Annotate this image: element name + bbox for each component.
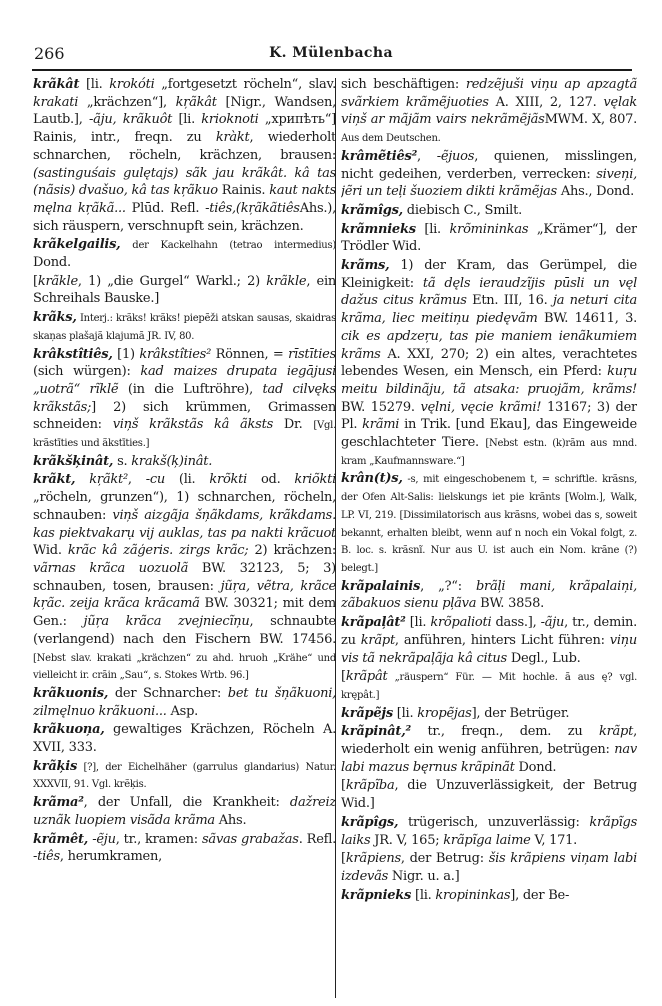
entry-text: cik es apdzeŗu, tas pie maniem ienãkumiem krãms bbox=[341, 328, 637, 362]
entry-headword: krãkelgailis, bbox=[33, 237, 121, 253]
entry-text: Asp. bbox=[166, 703, 199, 719]
entry-text: krãkle bbox=[37, 273, 78, 289]
entry-text: krãpiens bbox=[345, 851, 401, 867]
entry-headword: krâkstîtiês, bbox=[33, 346, 113, 362]
entry-text: -ẽju bbox=[92, 831, 116, 847]
entry-text: krãpt bbox=[360, 632, 395, 648]
dictionary-entry bbox=[33, 236, 336, 271]
entry-text: siveņi, jẽri un teļi šuoziem dikti krãmẽjas bbox=[341, 166, 637, 200]
dictionary-entry bbox=[33, 471, 336, 683]
entry-headword: krãkuoņa, bbox=[33, 722, 105, 738]
entry-text: Wid. bbox=[33, 543, 68, 559]
entry-text: krõpalioti bbox=[430, 615, 492, 631]
entry-text: Interj.: krãks! krãks! piepẽži atskan sausas, skaidras skaņas plašajã klajumã JR. IV, 80. bbox=[33, 313, 336, 342]
entry-text: sich beschäftigen: bbox=[341, 77, 466, 92]
dictionary-entry bbox=[341, 705, 637, 723]
entry-text: , die Unzuverlässigkeit, der Betrug Wid.] bbox=[341, 778, 637, 812]
page-number: 266 bbox=[34, 44, 65, 63]
entry-text: tã dęls ieraudzĩjis pūsli un vęl dažus citus krãmus bbox=[341, 275, 637, 309]
entry-text: „хрипѣть“] Rainis, intr., freqn. zu bbox=[33, 112, 336, 146]
entry-text: Etn. III, 16. bbox=[466, 293, 553, 309]
entry-text: , tr., demin. zu bbox=[341, 615, 637, 648]
entry-text: dass.], bbox=[491, 615, 541, 631]
entry-text: -ẽjuos bbox=[436, 148, 475, 164]
entry-text: brãļi mani, krãpalaiņi, zãbakuos sienu pļãva bbox=[341, 578, 637, 612]
entry-text: kaut nakts męlna kŗãkã... bbox=[33, 183, 336, 216]
entry-text: [?], der Eichelhäher (garrulus glandarius) Natur. XXXVII, 91. Vgl. krẽķis. bbox=[33, 761, 336, 791]
header-rule bbox=[32, 69, 632, 71]
dictionary-entry bbox=[33, 76, 336, 235]
dictionary-entry bbox=[33, 453, 336, 471]
dictionary-entry bbox=[33, 309, 336, 344]
entry-text: viņš krãkstãs kâ ãksts bbox=[112, 417, 273, 433]
entry-text: , der Unfall, die Krankheit: bbox=[83, 795, 290, 811]
entry-headword: krãpaļât² bbox=[341, 615, 406, 631]
entry-text: „fortgesetzt röcheln“, slav. bbox=[154, 77, 336, 92]
right-column bbox=[341, 76, 637, 996]
entry-text: rīstīties bbox=[288, 346, 336, 362]
entry-text: Ahs. bbox=[214, 812, 247, 828]
entry-text: krãkle bbox=[266, 273, 307, 289]
dictionary-entry bbox=[341, 221, 637, 256]
entry-text: Nigr. u. a.] bbox=[388, 868, 460, 884]
entry-text: , tr., kramen: bbox=[115, 831, 203, 847]
entry-text: BW. 3858. bbox=[476, 596, 545, 612]
entry-text: sãvas grabažas bbox=[202, 831, 299, 847]
entry-text: Degl., Lub. bbox=[506, 650, 581, 666]
entry-text: [li. bbox=[405, 615, 431, 631]
entry-text: Plūd. Refl. bbox=[125, 200, 206, 216]
entry-text: od. bbox=[247, 472, 295, 488]
entry-text: vęlni, vęcie krãmi! bbox=[420, 399, 542, 415]
entry-text: ], der Be- bbox=[510, 887, 570, 903]
dictionary-entry bbox=[33, 794, 336, 829]
entry-text: jũŗa, vẽtra, krãce kŗãc. zeija krãca krãcamã bbox=[33, 578, 336, 612]
entry-text: tr., freqn., dem. zu bbox=[410, 724, 599, 740]
entry-text: kad maizes drupata iegājusi „uotrã“ rĩklẽ bbox=[33, 364, 336, 397]
entry-text: vãrnas krãca uozuolã bbox=[33, 560, 189, 576]
dictionary-entry bbox=[341, 202, 637, 220]
entry-text: redzẽjuši viņu ap apzagtã svãrkiem krãmẽjuoties bbox=[341, 77, 637, 110]
entry-text: tad cilvęks krãkstãs; bbox=[33, 381, 336, 415]
dictionary-entry bbox=[33, 831, 336, 866]
entry-text: Ahs., Dond. bbox=[556, 184, 634, 200]
dictionary-entry bbox=[341, 814, 637, 849]
dictionary-entry bbox=[341, 614, 637, 667]
entry-headword: krãms, bbox=[341, 258, 390, 274]
entry-text: gewaltiges Krächzen, Röcheln A. XVII, 333. bbox=[33, 722, 336, 756]
entry-text: krâkstîties² bbox=[139, 346, 212, 362]
entry-text: 1) der Kram, das Gerümpel, die Kleinigkeit: bbox=[341, 258, 637, 291]
entry-text: , 1) „die Gurgel“ Warkl.; 2) bbox=[77, 273, 267, 289]
entry-headword: krãks, bbox=[33, 310, 77, 326]
entry-headword: krãma² bbox=[33, 795, 84, 811]
entry-text: kriõkti bbox=[294, 472, 336, 488]
entry-text: [ bbox=[341, 778, 346, 794]
entry-text: s. bbox=[113, 453, 132, 469]
entry-text: kŗãkât bbox=[175, 94, 217, 110]
entry-text: -tiês bbox=[33, 849, 60, 865]
entry-text: diebisch C., Smilt. bbox=[402, 202, 522, 218]
dictionary-entry bbox=[341, 257, 637, 469]
entry-text: [li. bbox=[79, 77, 110, 92]
entry-headword: krãpîgs, bbox=[341, 814, 399, 830]
entry-text: krãpĩgs laiks bbox=[341, 814, 637, 848]
dictionary-entry bbox=[341, 777, 637, 812]
entry-headword: krãpẽjs bbox=[341, 705, 393, 721]
entry-text: A. XXI, 270; 2) ein altes, verachtetes lebendes Wesen, ein Mensch, ein Pferd: bbox=[341, 346, 637, 380]
entry-text: -ãju bbox=[540, 615, 565, 631]
entry-headword: krãmîgs, bbox=[341, 202, 403, 218]
entry-text: BW. 32123, 5; 3) schnauben, tosen, brausen: bbox=[33, 560, 336, 594]
dictionary-entry bbox=[341, 887, 637, 905]
dictionary-entry bbox=[341, 668, 637, 703]
entry-text: , bbox=[127, 472, 146, 488]
entry-text: , schnaubte (verlangend) nach den Fischern BW. 17456. bbox=[33, 614, 336, 647]
entry-text: [Nebst slav. krakati „krächzen“ zu ahd. hruoh „Krähe“ und vielleicht ir. crãin „Sau“, s. Stokes Wrtb. 96.] bbox=[33, 652, 336, 682]
entry-text: [ bbox=[341, 669, 346, 685]
entry-text: [li. bbox=[172, 112, 202, 128]
entry-text: krakati bbox=[33, 94, 79, 110]
entry-text: -tiês,(kŗãkãtiês bbox=[205, 200, 300, 216]
dictionary-entry bbox=[341, 578, 637, 613]
running-head: K. Mülenbacha bbox=[269, 45, 393, 61]
entry-text: ] 2) sich krümmen, Grimassen schneiden: bbox=[33, 399, 336, 433]
entry-text: krãc kâ zãģeris. zirgs krãc; bbox=[67, 543, 249, 559]
entry-text: trügerisch, unzuverlässig: bbox=[398, 814, 590, 830]
entry-text: [1) bbox=[112, 346, 140, 362]
entry-text: (sich würgen): bbox=[33, 364, 141, 380]
entry-text: -s, mit eingeschobenem t, = schriftle. krãsns, der Ofen Alt-Salis: lielskungs iet pie krãnts [Wolm.], Walk, LP. VI, 219. [Dissimilatorisch aus krãsns, wobei das s, soweit bekannt, erhalten bleibt, wenn auf n noch ein Vokal folgt, z. B. loc. s. krãsnĩ. Nur aus U. ist auch ein Nom. krãne (?) belegt.] bbox=[341, 474, 637, 574]
entry-text: Rönnen, = bbox=[211, 346, 289, 362]
dictionary-entry bbox=[33, 273, 336, 308]
entry-headword: krân(t)s, bbox=[341, 471, 403, 487]
entry-headword: krãkšķinât, bbox=[33, 453, 114, 469]
entry-text: krõkti bbox=[209, 472, 248, 488]
entry-text: [Vgl. krãstīties und ãkstīties.] bbox=[33, 420, 336, 450]
entry-text: [Nigr., Wandsen, Lautb.], bbox=[33, 94, 336, 128]
entry-text: krakš(ķ)inât. bbox=[131, 453, 213, 469]
entry-headword: krãpinât,² bbox=[341, 724, 411, 740]
entry-text: . Refl. bbox=[298, 831, 336, 847]
dictionary-entry bbox=[33, 758, 336, 793]
entry-text: krokóti bbox=[109, 77, 155, 92]
dictionary-entry bbox=[341, 148, 637, 201]
entry-headword: krãmnieks bbox=[341, 221, 416, 237]
entry-text: „räuspern“ Für. — Mit hochle. ã aus ę? vgl. krępât.] bbox=[341, 672, 637, 701]
entry-text: [ bbox=[33, 273, 38, 289]
entry-text: krãpt bbox=[598, 724, 634, 740]
dictionary-entry bbox=[341, 723, 637, 776]
entry-text: -cu bbox=[145, 472, 165, 488]
entry-text: BW. 30321; mit dem Gen.: bbox=[33, 596, 336, 630]
entry-text: „Krämer“], der Trödler Wid. bbox=[341, 221, 637, 255]
entry-text: [Nebst estn. (k)rãm aus mnd. kram „Kaufmannsware.“] bbox=[341, 438, 637, 467]
entry-text: krãpât bbox=[345, 669, 388, 685]
entry-text: ], der Betrüger. bbox=[471, 705, 570, 721]
entry-text: Ahs.), sich räuspern, verschnupft sein, krächzen. bbox=[33, 200, 336, 234]
entry-text: , „?“: bbox=[420, 578, 476, 594]
entry-text: krioknoti bbox=[201, 112, 259, 128]
entry-text: Rainis. bbox=[217, 183, 270, 199]
entry-text: „röcheln, grunzen“), 1) schnarchen, röcheln, schnauben: bbox=[33, 490, 336, 523]
left-column bbox=[33, 76, 336, 996]
entry-text: [li. bbox=[415, 221, 450, 237]
entry-text: šis krãpiens viņam labi izdevãs bbox=[341, 851, 637, 884]
entry-text: (li. bbox=[165, 472, 210, 488]
dictionary-entry bbox=[33, 346, 336, 452]
entry-headword: krãkuonis, bbox=[33, 685, 109, 701]
entry-headword: krãkt, bbox=[33, 472, 76, 488]
entry-headword: krãpalainis bbox=[341, 578, 421, 594]
entry-text: BW. 14611, 3. bbox=[537, 311, 637, 327]
entry-text: -ãju, krãkuôt bbox=[88, 112, 173, 128]
entry-text: nav labi mazus bęrnus krãpinãt bbox=[341, 742, 637, 775]
entry-text: vęlak viņš ar mãjãm vairs nekrãmẽjãs bbox=[341, 94, 637, 128]
entry-text: MWM. X, 807. bbox=[544, 112, 637, 128]
dictionary-entry bbox=[33, 685, 336, 720]
dictionary-entry bbox=[33, 721, 336, 756]
entry-text: Dr. bbox=[273, 417, 314, 433]
entry-text: der Schnarcher: bbox=[108, 685, 228, 701]
entry-text: „krächzen“], bbox=[78, 94, 176, 110]
entry-text: der Kackelhahn (tetrao intermedius) bbox=[120, 240, 336, 252]
entry-text: krãpĩba bbox=[345, 778, 395, 794]
entry-headword: krãpnieks bbox=[341, 887, 412, 903]
entry-text: , ein Schreihals Bauske.] bbox=[33, 273, 336, 307]
dictionary-entry bbox=[341, 850, 637, 885]
entry-headword: krãķis bbox=[33, 758, 78, 774]
entry-text: , wiederholt schnarchen, röcheln, krächzen, brausen: bbox=[33, 130, 336, 163]
entry-text: kŗãkt² bbox=[89, 472, 128, 488]
entry-text: krãmi bbox=[362, 417, 400, 433]
entry-headword: krãkât bbox=[33, 77, 80, 92]
entry-text: , herumkramen, bbox=[59, 849, 163, 865]
entry-text bbox=[75, 472, 89, 487]
dictionary-entry bbox=[341, 76, 637, 147]
entry-text: Dond. bbox=[514, 759, 557, 775]
dictionary-entry bbox=[341, 470, 637, 576]
entry-text: A. XIII, 2, 127. bbox=[488, 94, 604, 110]
entry-text: , bbox=[417, 148, 437, 164]
entry-text: [li. bbox=[411, 887, 436, 903]
entry-text: kràkt bbox=[215, 130, 250, 146]
entry-text: , anführen, hinters Licht führen: bbox=[394, 632, 610, 648]
entry-text: BW. 15279. bbox=[341, 399, 421, 415]
entry-text: viņš aizgãja šņãkdams, krãkdams. kas piektvakarụ vij auklas, tas pa nakti krãcuot bbox=[33, 507, 336, 541]
entry-text: ja neturi cita krãma, liec meitiņu piedęvãm bbox=[341, 293, 637, 327]
entry-text: , der Betrug: bbox=[400, 851, 489, 867]
entry-text: [ bbox=[341, 851, 346, 867]
entry-headword: krãmêt, bbox=[33, 831, 89, 847]
entry-text: Dond. bbox=[33, 255, 71, 271]
entry-text: [li. bbox=[392, 705, 418, 721]
entry-text: (sastinguśais gulętajs) sãk jau krãkât. kâ tas (nãsis) dvašuo, kâ tas kŗãkuo bbox=[33, 165, 336, 199]
entry-text: V, 171. bbox=[530, 832, 578, 848]
entry-text: jũŗa krãca zvejniecĩņu bbox=[83, 614, 250, 630]
entry-text: krãpĩga laime bbox=[443, 832, 531, 848]
entry-headword: krâmẽtiês² bbox=[341, 148, 418, 164]
entry-text: 13167; 3) der Pl. bbox=[341, 399, 637, 433]
entry-text: JR. V, 165; bbox=[370, 832, 444, 848]
entry-text: (in die Luftröhre), bbox=[118, 381, 263, 397]
entry-text: , quienen, misslingen, nicht gedeihen, verderben, verrecken: bbox=[341, 148, 637, 182]
entry-text: kropininkas bbox=[435, 887, 511, 903]
entry-text: Aus dem Deutschen. bbox=[341, 133, 441, 145]
entry-text: bet tu šņãkuoni, zilmęlnuo krãkuoni... bbox=[33, 685, 336, 719]
entry-text: kropẽjas bbox=[417, 705, 472, 721]
entry-text: in Trik. [und Ekau], das Eingeweide geschlachteter Tiere. bbox=[341, 417, 637, 451]
entry-text: 2) krächzen: bbox=[248, 543, 336, 559]
entry-text: dažreiz uznãk luopiem visãda krãma bbox=[33, 795, 336, 828]
entry-text: , wiederholt ein wenig anführen, betrügen: bbox=[341, 724, 637, 758]
entry-text: krõmininkas bbox=[449, 221, 529, 237]
entry-text: kuŗu meitu bildinãju, tã atsaka: pruojãm, krãms! bbox=[341, 364, 637, 397]
entry-text: viņu vis tã nekrãpaļãja kâ citus bbox=[341, 632, 637, 666]
